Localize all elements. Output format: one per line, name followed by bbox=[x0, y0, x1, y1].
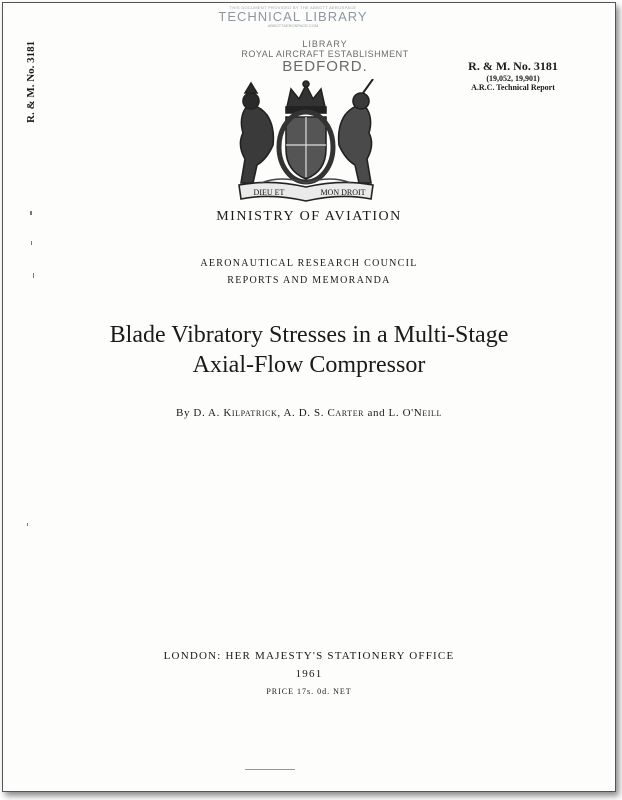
author-prefix: By D. A. bbox=[176, 407, 220, 419]
author-conjunction: and bbox=[367, 407, 386, 419]
publisher-block bbox=[3, 647, 615, 701]
watermark-provider-line: THIS DOCUMENT PROVIDED BY THE ABBOTT AEROSPACE bbox=[229, 5, 357, 10]
price-line: PRICE 17s. 0d. NET bbox=[266, 687, 352, 696]
library-stamp-line1: LIBRARY bbox=[302, 39, 348, 49]
report-type: A.R.C. Technical Report bbox=[471, 83, 555, 92]
title-line2: Axial-Flow Compressor bbox=[192, 352, 426, 378]
royal-coat-of-arms-icon bbox=[231, 79, 381, 203]
motto-right: MON DROIT bbox=[320, 188, 366, 197]
author-line bbox=[3, 407, 615, 419]
motto-left: DIEU ET bbox=[253, 188, 285, 197]
technical-library-watermark bbox=[203, 5, 383, 28]
report-reference bbox=[443, 59, 583, 92]
author2-surname: Carter bbox=[327, 407, 365, 419]
publisher-line: LONDON: HER MAJESTY'S STATIONERY OFFICE bbox=[163, 650, 455, 662]
ministry-heading: MINISTRY OF AVIATION bbox=[216, 209, 402, 224]
title-line1: Blade Vibratory Stresses in a Multi-Stage bbox=[109, 322, 509, 348]
watermark-url: ABBOTTAEROSPACE.COM bbox=[267, 23, 319, 28]
watermark-title: TECHNICAL LIBRARY bbox=[218, 9, 368, 24]
scan-speck bbox=[245, 769, 295, 770]
publication-year: 1961 bbox=[295, 668, 323, 680]
side-report-number: R. & M. No. 3181 bbox=[25, 40, 37, 123]
council-heading bbox=[3, 255, 615, 289]
report-codes: (19,052, 19,901) bbox=[486, 74, 540, 83]
scan-speck bbox=[30, 211, 32, 215]
author3-surname: O'Neill bbox=[402, 407, 442, 419]
council-line1: AERONAUTICAL RESEARCH COUNCIL bbox=[200, 258, 418, 269]
author2-initials: A. D. S. bbox=[283, 407, 325, 419]
council-line2: REPORTS AND MEMORANDA bbox=[227, 275, 391, 286]
library-stamp-line2: ROYAL AIRCRAFT ESTABLISHMENT bbox=[241, 49, 409, 59]
document-page bbox=[2, 2, 616, 792]
report-number: R. & M. No. 3181 bbox=[468, 59, 558, 73]
scan-speck bbox=[33, 273, 34, 278]
author3-initials: L. bbox=[388, 407, 400, 419]
report-title bbox=[3, 320, 615, 380]
author1-surname: Kilpatrick, bbox=[223, 407, 281, 419]
scan-speck bbox=[27, 523, 28, 526]
library-stamp-line3: BEDFORD. bbox=[282, 58, 368, 75]
scan-speck bbox=[31, 241, 32, 245]
library-stamp bbox=[225, 39, 425, 75]
